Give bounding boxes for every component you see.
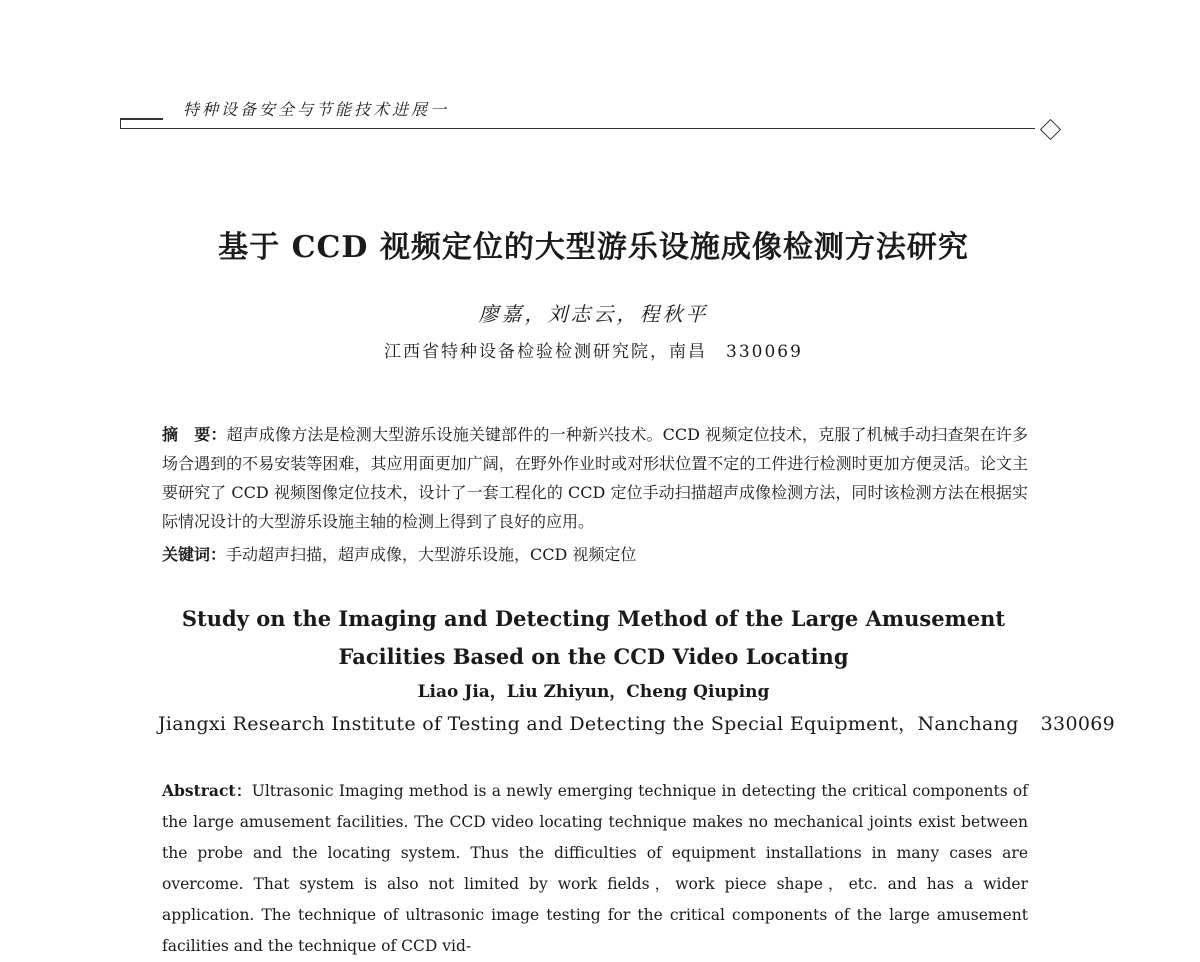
english-postcode: 330069 (1040, 713, 1116, 735)
chinese-title: 基于 CCD 视频定位的大型游乐设施成像检测方法研究 (218, 230, 969, 265)
chinese-keywords-text: 手动超声扫描，超声成像，大型游乐设施，CCD 视频定位 (226, 545, 637, 564)
english-authors: Liao Jia，Liu Zhiyun，Cheng Qiuping (417, 682, 770, 702)
chinese-abstract-label: 摘 要： (162, 425, 227, 444)
chinese-abstract (162, 420, 1028, 536)
diamond-ornament-icon (1040, 119, 1061, 140)
english-abstract-label: Abstract： (162, 781, 252, 800)
chinese-keywords-label: 关键词： (162, 545, 227, 564)
english-abstract-text: Ultrasonic Imaging method is a newly emerging technique in detecting the critical components of the large amusement facilities. The CCD video locating technique makes no mechanical joints exist between the probe and the locating system. Thus the difficulties of equipment installations in many cases are overcome. That system is also not limited by work fields，work piece shape，etc. and has a wider application. The technique of ultrasonic image testing for the critical components of the large amusement facilities and the technique of CCD vid- (162, 782, 1028, 955)
header-rule (120, 128, 1035, 129)
english-affiliation (158, 709, 1116, 736)
chinese-abstract-text: 超声成像方法是检测大型游乐设施关键部件的一种新兴技术。CCD 视频定位技术，克服了机械手动扫查架在许多场合遇到的不易安装等困难，其应用面更加广阔，在野外作业时或对形状位置不定的工件进行检测时更加方便灵活。论文主要研究了 CCD 视频图像定位技术，设计了一套工程化的 CCD 定位手动扫描超声成像检测方法，同时该检测方法在根据实际情况设计的大型游乐设施主轴的检测上得到了良好的应用。 (162, 425, 1028, 531)
chinese-affiliation: 江西省特种设备检验检测研究院，南昌 330069 (384, 342, 803, 362)
chinese-keywords (162, 540, 1028, 569)
running-header-title: 特种设备安全与节能技术进展一 (183, 100, 450, 119)
english-abstract (162, 775, 1028, 962)
english-title: Study on the Imaging and Detecting Method of the Large Amusement Facilities Based on the CCD Video Locating (181, 606, 1006, 669)
english-affiliation-text: Jiangxi Research Institute of Testing and Detecting the Special Equipment，Nanchang (158, 713, 1019, 735)
chinese-authors: 廖嘉，刘志云，程秋平 (478, 302, 709, 326)
header-rule-corner (120, 118, 163, 128)
